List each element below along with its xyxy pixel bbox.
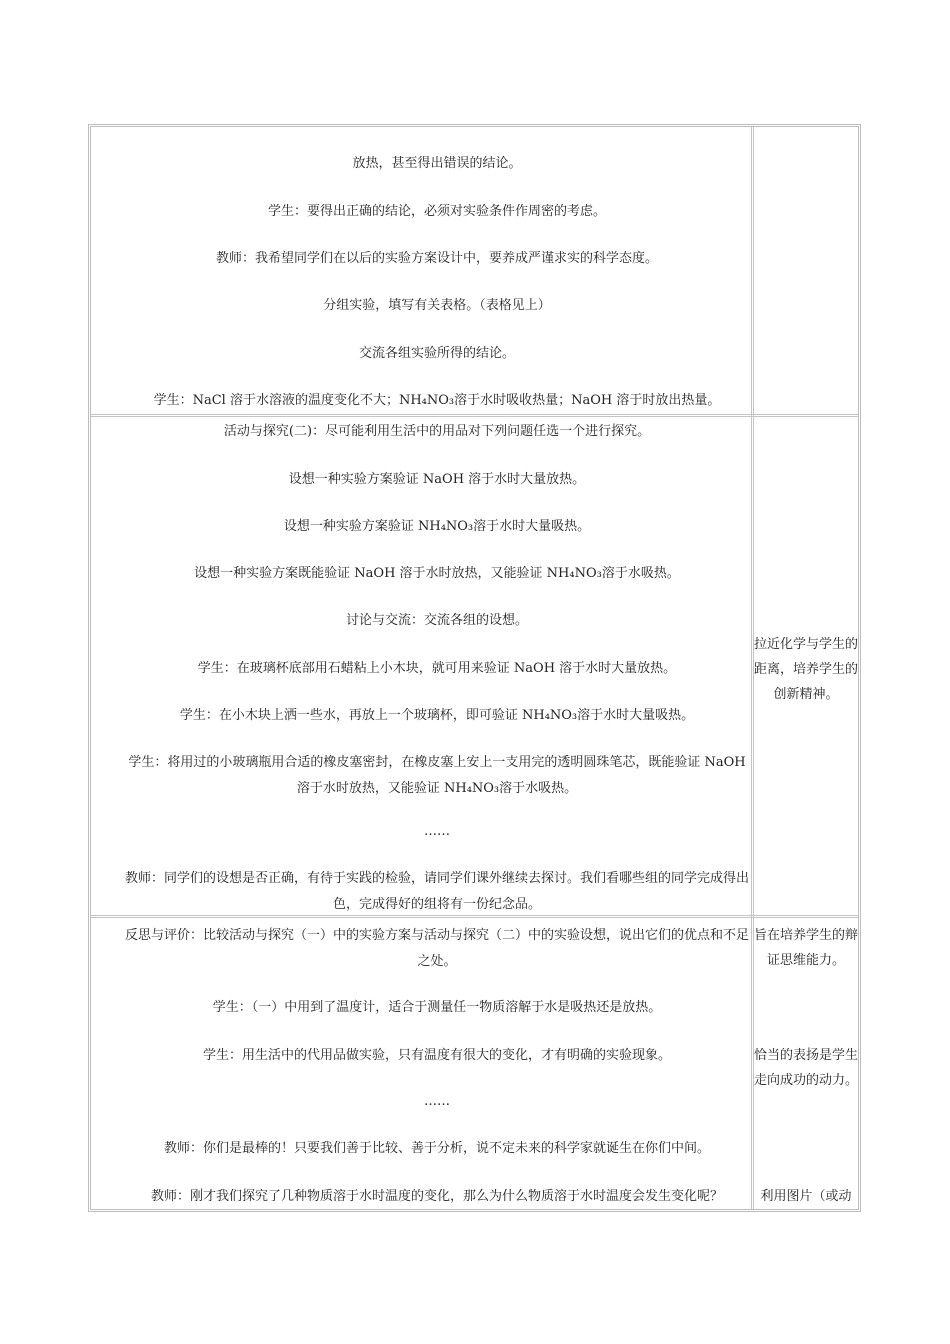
- s1-paragraph-6: 学生：NaCl 溶于水溶液的温度变化不大；NH₄NO₃溶于水时吸收热量；NaOH 溶于时放出热量。: [153, 393, 721, 408]
- s3-paragraph-5: 教师：你们是最棒的！只要我们善于比较、善于分析，说不定未来的科学家就诞生在你们中间。: [163, 1141, 710, 1156]
- s2-paragraph-4: 设想一种实验方案既能验证 NaOH 溶于水时放热，又能验证 NH₄NO₃溶于水吸热。: [194, 566, 680, 581]
- s3-note-2: 恰当的表扬是学生走向成功的动力。: [753, 1048, 858, 1088]
- s3-paragraph-1: 反思与评价：比较活动与探究（一）中的实验方案与活动与探究（二）中的实验设想，说出它们的优点和不足之处。: [124, 928, 749, 969]
- s2-paragraph-5: 讨论与交流：交流各组的设想。: [345, 613, 528, 628]
- s1-paragraph-4: 分组实验，填写有关表格。（表格见上）: [323, 298, 551, 313]
- s3-paragraph-3: 学生：用生活中的代用品做实验，只有温度有很大的变化，才有明确的实验现象。: [202, 1048, 671, 1063]
- s1-paragraph-5: 交流各组实验所得的结论。: [358, 346, 515, 361]
- s1-paragraph-3: 教师：我希望同学们在以后的实验方案设计中，要养成严谨求实的科学态度。: [215, 251, 658, 266]
- lesson-table: [88, 124, 861, 1212]
- s3-note-3: 利用图片（或动: [760, 1189, 852, 1204]
- s2-paragraph-3: 设想一种实验方案验证 NH₄NO₃溶于水时大量吸热。: [283, 519, 591, 534]
- s2-paragraph-6: 学生：在玻璃杯底部用石蜡粘上小木块，就可用来验证 NaOH 溶于水时大量放热。: [197, 661, 677, 676]
- s3-note-1: 旨在培养学生的辩证思维能力。: [753, 928, 858, 968]
- s2-ellipsis: ……: [424, 824, 450, 839]
- s3-ellipsis: ……: [424, 1094, 450, 1109]
- s2-paragraph-1: 活动与探究(二)：尽可能利用生活中的用品对下列问题任选一个进行探究。: [223, 424, 651, 439]
- s1-paragraph-1: 放热，甚至得出错误的结论。: [352, 156, 522, 171]
- s3-paragraph-2: 学生：（一）中用到了温度计，适合于测量任一物质溶解于水是吸热还是放热。: [212, 1000, 662, 1015]
- s2-paragraph-10: 教师：同学们的设想是否正确，有待于实践的检验，请同学们课外继续去探讨。我们看哪些组的同学完成得出色，完成得好的组将有一份纪念品。: [124, 871, 749, 912]
- s2-note: 拉近化学与学生的距离，培养学生的创新精神。: [753, 637, 858, 702]
- s2-paragraph-8: 学生：将用过的小玻璃瓶用合适的橡皮塞密封，在橡皮塞上安上一支用完的透明圆珠笔芯，既能验证 NaOH 溶于水时放热，又能验证 NH₄NO₃溶于水吸热。: [128, 755, 746, 796]
- s2-paragraph-7: 学生：在小木块上洒一些水，再放上一个玻璃杯，即可验证 NH₄NO₃溶于水时大量吸热。: [179, 708, 695, 723]
- row-divider-1: [91, 414, 858, 417]
- s1-paragraph-2: 学生：要得出正确的结论，必须对实验条件作周密的考虑。: [267, 204, 606, 219]
- s2-paragraph-2: 设想一种实验方案验证 NaOH 溶于水时大量放热。: [288, 472, 586, 487]
- s3-paragraph-6: 教师：刚才我们探究了几种物质溶于水时温度的变化，那么为什么物质溶于水时温度会发生变化呢？: [150, 1189, 723, 1204]
